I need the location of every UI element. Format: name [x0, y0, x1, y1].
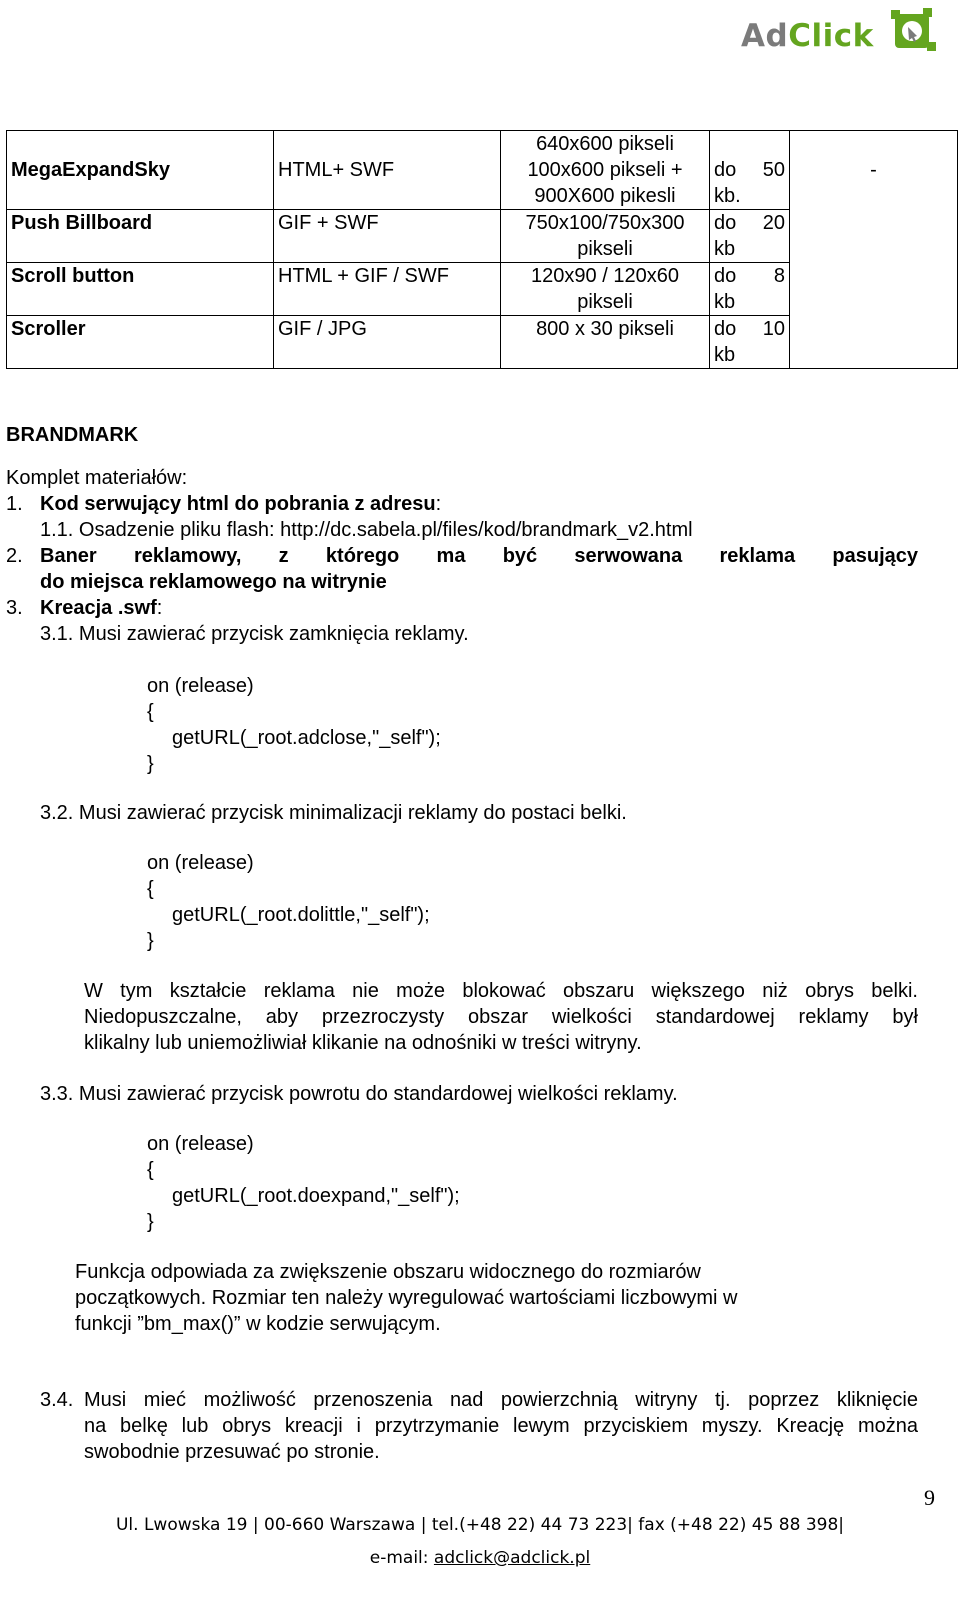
extra-cell — [790, 263, 958, 316]
cell-line: do 10 — [714, 318, 785, 340]
file-type-cell — [274, 263, 501, 316]
cell-line: kb — [714, 238, 736, 260]
format-name-cell — [7, 263, 274, 316]
ad-formats-table — [6, 130, 958, 369]
materials-intro: Komplet materiałów: — [6, 467, 188, 489]
weight-cell — [710, 316, 790, 369]
cell-line: 900X600 pikesli — [534, 185, 676, 207]
cell-text: - — [870, 159, 877, 181]
extra-cell — [790, 131, 958, 210]
section-heading: BRANDMARK — [6, 424, 139, 446]
file-type-cell — [274, 131, 501, 210]
cell-line: 640x600 pikseli — [536, 133, 674, 155]
weight-cell — [710, 210, 790, 263]
format-name-cell — [7, 210, 274, 263]
code-line: on (release) — [147, 852, 254, 874]
footer-email: e-mail: adclick@adclick.pl — [369, 1548, 591, 1568]
table-row — [7, 131, 958, 210]
code-line: on (release) — [147, 675, 254, 697]
list-item-1-1: 1.1. Osadzenie pliku flash: http://dc.sabela.pl/files/kod/brandmark_v2.html — [40, 519, 693, 541]
code-line: getURL(_root.adclose,"_self"); — [172, 727, 441, 749]
cell-text: HTML + GIF / SWF — [278, 265, 449, 287]
table-row — [7, 316, 958, 369]
list-item-3-2: 3.2. Musi zawierać przycisk minimalizacji reklamy do postaci belki. — [40, 802, 627, 824]
logo-gear-icon — [889, 6, 941, 56]
logo-wordmark: AdClick — [741, 18, 874, 54]
list-item-2-number: 2. — [6, 545, 23, 567]
page-number: 9 — [924, 1485, 935, 1510]
code-line: } — [147, 753, 154, 775]
format-name-cell — [7, 316, 274, 369]
cell-line: do 8 — [714, 265, 785, 287]
code-line: getURL(_root.doexpand,"_self"); — [172, 1185, 460, 1207]
email-link[interactable]: adclick@adclick.pl — [433, 1548, 591, 1568]
cell-text: Scroll button — [11, 265, 135, 287]
format-name-cell — [7, 131, 274, 210]
cell-line: pikseli — [577, 291, 633, 313]
cell-line: do 50 — [714, 159, 785, 181]
cell-line — [714, 131, 785, 157]
dimensions-cell — [501, 131, 710, 210]
cell-text: Scroller — [11, 318, 86, 340]
cell-line: kb — [714, 344, 736, 366]
code-line: getURL(_root.dolittle,"_self"); — [172, 904, 430, 926]
cell-text: GIF + SWF — [278, 212, 379, 234]
code-line: on (release) — [147, 1133, 254, 1155]
list-item-3-1: 3.1. Musi zawierać przycisk zamknięcia reklamy. — [40, 623, 469, 645]
extra-cell — [790, 210, 958, 263]
table-row — [7, 263, 958, 316]
list-item-1: 1. Kod serwujący html do pobrania z adresu: — [6, 493, 442, 515]
code-line: { — [147, 1159, 154, 1181]
cell-line: kb. — [714, 185, 741, 207]
extra-cell — [790, 316, 958, 369]
code-line: { — [147, 878, 154, 900]
cell-line: 100x600 pikseli + — [527, 159, 683, 181]
cell-text: GIF / JPG — [278, 318, 367, 340]
cell-line: kb — [714, 291, 736, 313]
list-item-2-line-1: Baner reklamowy, z którego ma być serwowana reklama pasujący — [40, 545, 918, 567]
list-item-3-3: 3.3. Musi zawierać przycisk powrotu do standardowej wielkości reklamy. — [40, 1083, 678, 1105]
cell-text: HTML+ SWF — [278, 159, 395, 181]
code-line: } — [147, 1211, 154, 1233]
adclick-logo — [741, 6, 941, 58]
weight-cell — [710, 131, 790, 210]
cell-line: do 20 — [714, 212, 785, 234]
cell-line: 750x100/750x300 — [525, 212, 685, 234]
cell-line: pikseli — [577, 238, 633, 260]
code-line: } — [147, 930, 154, 952]
dimensions-cell — [501, 210, 710, 263]
table-row — [7, 210, 958, 263]
weight-cell — [710, 263, 790, 316]
footer-address: Ul. Lwowska 19 | 00-660 Warszawa | tel.(+48 22) 44 73 223| fax (+48 22) 45 88 398| — [115, 1515, 845, 1535]
cell-text: MegaExpandSky — [11, 159, 170, 181]
list-item-2-line-2: do miejsca reklamowego na witrynie — [40, 571, 387, 593]
list-item-3: 3. Kreacja .swf: — [6, 597, 163, 619]
dimensions-cell — [501, 316, 710, 369]
cell-line: 120x90 / 120x60 — [531, 265, 679, 287]
code-line: { — [147, 701, 154, 723]
cell-text: Push Billboard — [11, 212, 153, 234]
file-type-cell — [274, 210, 501, 263]
file-type-cell — [274, 316, 501, 369]
cell-line: 800 x 30 pikseli — [536, 318, 674, 340]
dimensions-cell — [501, 263, 710, 316]
